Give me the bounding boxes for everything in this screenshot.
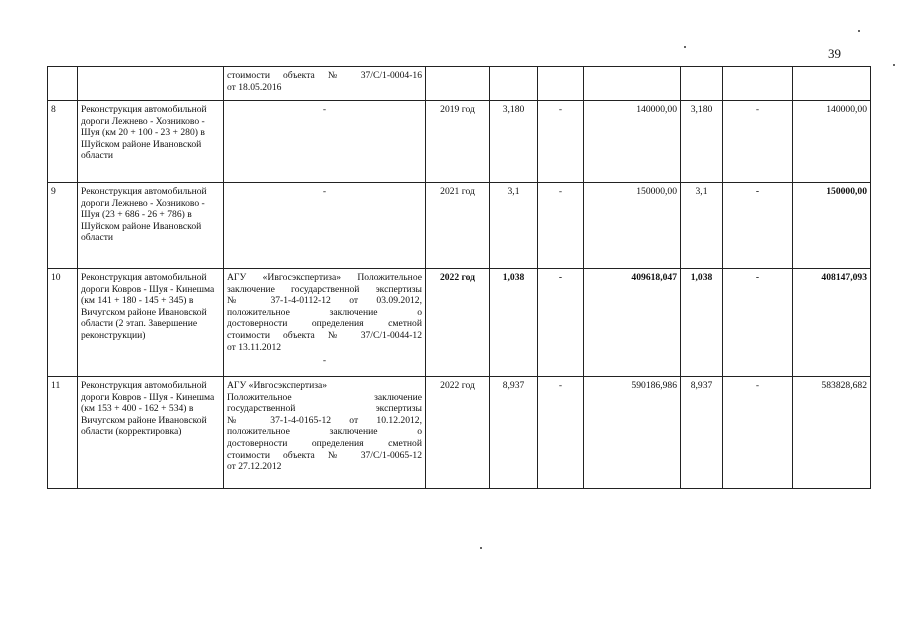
expertise-line: АГУ «Ивгосэкспертиза» Положительное bbox=[227, 272, 422, 283]
cost-total: 409618,047 bbox=[584, 269, 681, 377]
expertise-line: АГУ «Ивгосэкспертиза» bbox=[227, 380, 328, 391]
expertise-info: - bbox=[224, 183, 426, 269]
row-number: 8 bbox=[48, 101, 78, 183]
object-name bbox=[78, 67, 224, 101]
year: 2019 год bbox=[426, 101, 490, 183]
cost-total: 140000,00 bbox=[584, 101, 681, 183]
length-period: 3,1 bbox=[681, 183, 723, 269]
dash-cell: - bbox=[723, 101, 793, 183]
year: 2022 год bbox=[426, 269, 490, 377]
cost-period: 408147,093 bbox=[793, 269, 871, 377]
row-number: 11 bbox=[48, 377, 78, 489]
expertise-info bbox=[224, 377, 426, 489]
length-total: 3,1 bbox=[490, 183, 538, 269]
expertise-info: - bbox=[224, 101, 426, 183]
row-number bbox=[48, 67, 78, 101]
page-number: 39 bbox=[828, 46, 841, 61]
cost-total: 150000,00 bbox=[584, 183, 681, 269]
dash-cell: - bbox=[723, 269, 793, 377]
length-period bbox=[681, 67, 723, 101]
length-period: 1,038 bbox=[681, 269, 723, 377]
expertise-line: государственной экспертизы bbox=[227, 403, 422, 415]
cost-period bbox=[793, 67, 871, 101]
length-period: 8,937 bbox=[681, 377, 723, 489]
expertise-line: стоимости объекта № 37/С/1-0004-16 bbox=[227, 70, 422, 81]
expertise-line: положительное заключение о bbox=[227, 306, 422, 318]
dash-cell: - bbox=[538, 183, 584, 269]
table-row bbox=[48, 269, 871, 377]
dash-cell: - bbox=[723, 183, 793, 269]
length-total bbox=[490, 67, 538, 101]
dash-cell bbox=[538, 67, 584, 101]
year: 2022 год bbox=[426, 377, 490, 489]
expertise-info bbox=[224, 269, 426, 377]
scan-speck bbox=[480, 547, 482, 549]
expertise-line: от 13.11.2012 bbox=[227, 341, 282, 353]
trailing-dash: - bbox=[322, 355, 327, 367]
object-name: Реконструкция автомобильной дороги Лежнево - Хозниково - Шуя (23 + 686 - 26 + 786) в Шуйском районе Ивановской области bbox=[78, 183, 224, 269]
expertise-line: стоимости объекта № 37/С/1-0065-12 bbox=[227, 449, 422, 461]
cost-period: 583828,682 bbox=[793, 377, 871, 489]
year bbox=[426, 67, 490, 101]
dash-cell bbox=[723, 67, 793, 101]
table-row bbox=[48, 183, 871, 269]
object-name: Реконструкция автомобильной дороги Лежнево - Хозниково - Шуя (км 20 + 100 - 23 + 280) в Шуйском районе Ивановской области bbox=[78, 101, 224, 183]
table-row bbox=[48, 101, 871, 183]
expertise-line: от 27.12.2012 bbox=[227, 461, 282, 473]
expertise-line: № 37-1-4-0165-12 от 10.12.2012, bbox=[227, 414, 422, 426]
cost-period: 140000,00 bbox=[793, 101, 871, 183]
expertise-line: достоверности определения сметной bbox=[227, 318, 422, 330]
expertise-line: от 18.05.2016 bbox=[227, 81, 282, 93]
expertise-line: № 37-1-4-0112-12 от 03.09.2012, bbox=[227, 295, 422, 307]
year: 2021 год bbox=[426, 183, 490, 269]
expertise-line: положительное заключение о bbox=[227, 426, 422, 438]
expertise-line: стоимости объекта № 37/С/1-0044-12 bbox=[227, 329, 422, 341]
cost-period: 150000,00 bbox=[793, 183, 871, 269]
dash-cell: - bbox=[723, 377, 793, 489]
row-number: 9 bbox=[48, 183, 78, 269]
scan-speck bbox=[858, 30, 860, 32]
length-total: 8,937 bbox=[490, 377, 538, 489]
expertise-line: заключение государственной экспертизы bbox=[227, 283, 422, 295]
length-period: 3,180 bbox=[681, 101, 723, 183]
row-number: 10 bbox=[48, 269, 78, 377]
expertise-line: Положительное заключение bbox=[227, 391, 422, 403]
scan-speck bbox=[893, 64, 895, 66]
cost-total bbox=[584, 67, 681, 101]
dash-cell: - bbox=[538, 101, 584, 183]
scan-speck bbox=[684, 46, 686, 48]
table-row bbox=[48, 377, 871, 489]
table-row bbox=[48, 67, 871, 101]
object-name: Реконструкция автомобильной дороги Ковров - Шуя - Кинешма (км 141 + 180 - 145 + 345) в Вичугском районе Ивановской области (2 этап. Завершение реконструкции) bbox=[78, 269, 224, 377]
expertise-info bbox=[224, 67, 426, 101]
object-name: Реконструкция автомобильной дороги Ковров - Шуя - Кинешма (км 153 + 400 - 162 + 534) в Вичугском районе Ивановской области (корректировка) bbox=[78, 377, 224, 489]
length-total: 1,038 bbox=[490, 269, 538, 377]
dash-cell: - bbox=[538, 269, 584, 377]
road-projects-table bbox=[47, 66, 871, 489]
dash-cell: - bbox=[538, 377, 584, 489]
cost-total: 590186,986 bbox=[584, 377, 681, 489]
expertise-line: достоверности определения сметной bbox=[227, 437, 422, 449]
length-total: 3,180 bbox=[490, 101, 538, 183]
